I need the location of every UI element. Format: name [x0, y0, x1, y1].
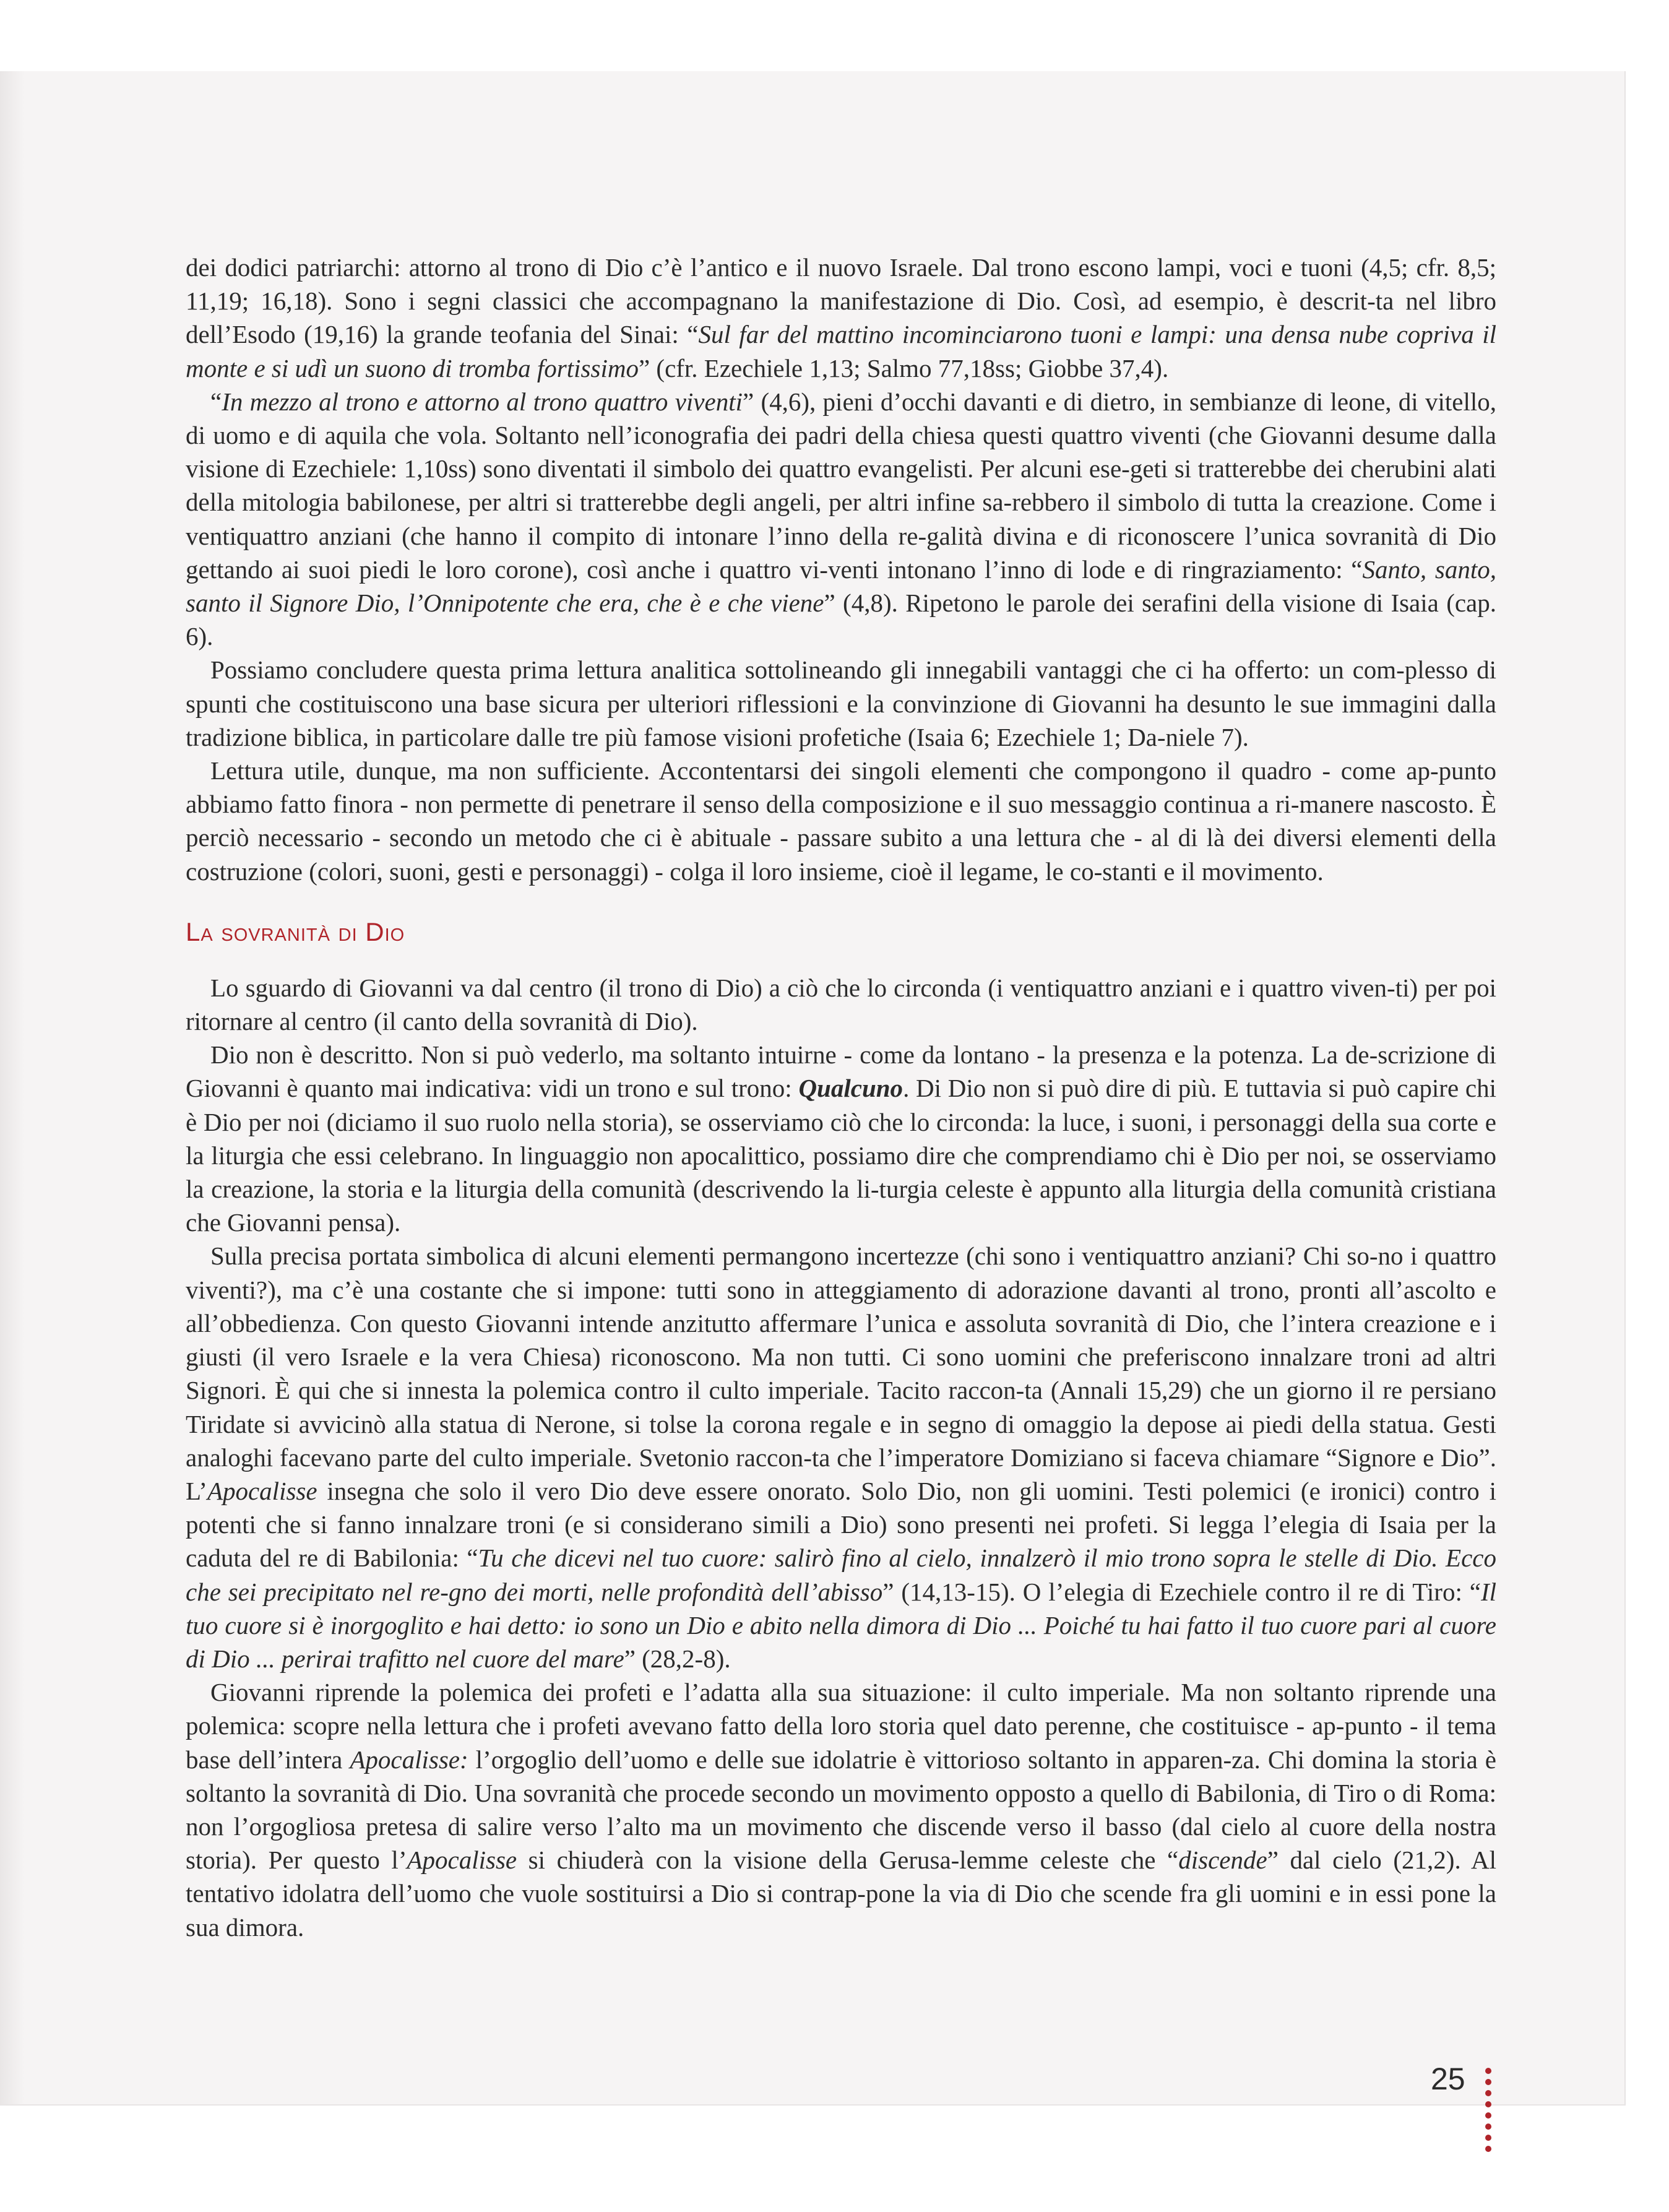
dot-icon	[1485, 2068, 1491, 2074]
paragraph-2: “In mezzo al trono e attorno al trono quattro viventi” (4,6), pieni d’occhi davanti e di dietro, in sembianze di leone, di vitello, di uomo e di aquila che vola. Soltanto nell’iconografia dei padri della chiesa questi quattro viventi (che Giovanni desume dalla visione di Ezechiele: 1,10ss) sono diventati il simbolo dei quattro evangelisti. Per alcuni ese-geti si tratterebbe dei cherubini alati della mitologia babilonese, per altri si tratterebbe degli angeli, per altri infine sa-rebbero il simbolo di tutta la creazione. Come i ventiquattro anziani (che hanno il compito di intonare l’inno della re-galità divina e di riconoscere l’unica sovranità di Dio gettando ai suoi piedi le loro corone), così anche i quattro vi-venti intonano l’inno di lode e di ringraziamento: “Santo, santo, santo il Signore Dio, l’Onnipotente che era, che è e che viene” (4,8). Ripetono le parole dei serafini della visione di Isaia (cap. 6).	[186, 387, 1496, 651]
paragraph-7: Sulla precisa portata simbolica di alcuni elementi permangono incertezze (chi sono i ventiquattro anziani? Chi so-no i quattro viventi?), ma c’è una costante che si impone: tutti sono in atteggiamento di adorazione davanti al trono, pronti all’ascolto e all’obbedienza. Con questo Giovanni intende anzitutto affermare l’unica e assoluta sovranità di Dio, che l’intera creazione e i giusti (il vero Israele e la vera Chiesa) riconoscono. Ma non tutti. Ci sono uomini che preferiscono innalzare troni ad altri Signori. È qui che si innesta la polemica contro il culto imperiale. Tacito raccon-ta (Annali 15,29) che un giorno il re persiano Tiridate si avvicinò alla statua di Nerone, si tolse la corona regale e in segno di omaggio la depose ai piedi della statua. Gesti analoghi facevano parte del culto imperiale. Svetonio raccon-ta che l’imperatore Domiziano si faceva chiamare “Signore e Dio”. L’Apocalisse insegna che solo il vero Dio deve essere onorato. Solo Dio, non gli uomini. Testi polemici (e ironici) contro i potenti che si fanno innalzare troni (e si considerano simili a Dio) sono presenti nei profeti. Si legga l’elegia di Isaia per la caduta del re di Babilonia: “Tu che dicevi nel tuo cuore: salirò fino al cielo, innalzerò il mio trono sopra le stelle di Dio. Ecco che sei precipitato nel re-gno dei morti, nelle profondità dell’abisso” (14,13-15). O l’elegia di Ezechiele contro il re di Tiro: “Il tuo cuore si è inorgoglito e hai detto: io sono un Dio e abito nella dimora di Dio ... Poiché tu hai fatto il tuo cuore pari al cuore di Dio ... perirai trafitto nel cuore del mare” (28,2-8).	[186, 1242, 1496, 1673]
page-number: 25	[1431, 2062, 1465, 2096]
paragraph-3: Possiamo concludere questa prima lettura analitica sottolineando gli innegabili vantaggi che ci ha offerto: un com-plesso di spunti che costituiscono una base sicura per ulteriori riflessioni e la convinzione di Giovanni ha desunto le sue immagini dalla tradizione biblica, in particolare dalle tre più famose visioni profetiche (Isaia 6; Ezechiele 1; Da-niele 7).	[186, 655, 1496, 751]
decorative-dots	[1484, 2068, 1493, 2157]
dot-icon	[1485, 2146, 1491, 2152]
dot-icon	[1485, 2101, 1491, 2107]
paragraph-4: Lettura utile, dunque, ma non sufficiente. Accontentarsi dei singoli elementi che compongono il quadro - come ap-punto abbiamo fatto finora - non permette di penetrare il senso della composizione e il suo messaggio continua a ri-manere nascosto. È perciò necessario - secondo un metodo che ci è abituale - passare subito a una lettura che - al di là dei diversi elementi della costruzione (colori, suoni, gesti e personaggi) - colga il loro insieme, cioè il legame, le co-stanti e il movimento.	[186, 756, 1496, 886]
spine-shadow	[0, 71, 25, 2104]
paragraph-8: Giovanni riprende la polemica dei profeti e l’adatta alla sua situazione: il culto imperiale. Ma non soltanto riprende una polemica: scopre nella lettura che i profeti avevano fatto della loro storia quel dato perenne, che costituisce - ap-punto - il tema base dell’intera Apocalisse: l’orgoglio dell’uomo e delle sue idolatrie è vittorioso soltanto in apparen-za. Chi domina la storia è soltanto la sovranità di Dio. Una sovranità che procede secondo un movimento opposto a quello di Babilonia, di Tiro o di Roma: non l’orgogliosa pretesa di salire verso l’alto ma un movimento che discende verso il basso (dal cielo al cuore della nostra storia). Per questo l’Apocalisse si chiuderà con la visione della Gerusa-lemme celeste che “discende” dal cielo (21,2). Al tentativo idolatra dell’uomo che vuole sostituirsi a Dio si contrap-pone la via di Dio che scende fra gli uomini e in essi pone la sua dimora.	[186, 1678, 1497, 1942]
paragraph-5: Lo sguardo di Giovanni va dal centro (il trono di Dio) a ciò che lo circonda (i ventiquattro anziani e i quattro viven-ti) per poi ritornare al centro (il canto della sovranità di Dio).	[186, 973, 1496, 1036]
section-heading: La sovranità di Dio	[186, 917, 405, 946]
dot-icon	[1485, 2123, 1491, 2130]
dot-icon	[1485, 2112, 1491, 2119]
dot-icon	[1485, 2090, 1491, 2096]
body-text	[186, 251, 1496, 1944]
dot-icon	[1485, 2135, 1491, 2141]
page-sheet	[0, 71, 1626, 2106]
dot-icon	[1485, 2079, 1491, 2085]
paragraph-1: dei dodici patriarchi: attorno al trono di Dio c’è l’antico e il nuovo Israele. Dal trono escono lampi, voci e tuoni (4,5; cfr. 8,5; 11,19; 16,18). Sono i segni classici che accompagnano la manifestazione di Dio. Così, ad esempio, è descrit-ta nel libro dell’Esodo (19,16) la grande teofania del Sinai: “Sul far del mattino incominciarono tuoni e lampi: una densa nube copriva il monte e si udì un suono di tromba fortissimo” (cfr. Ezechiele 1,13; Salmo 77,18ss; Giobbe 37,4).	[186, 253, 1496, 382]
paragraph-6: Dio non è descritto. Non si può vederlo, ma soltanto intuirne - come da lontano - la presenza e la potenza. La de-scrizione di Giovanni è quanto mai indicativa: vidi un trono e sul trono: Qualcuno. Di Dio non si può dire di più. E tuttavia si può capire chi è Dio per noi (diciamo il suo ruolo nella storia), se osserviamo ciò che lo circonda: la luce, i suoni, i personaggi della sua corte e la liturgia che essi celebrano. In linguaggio non apocalittico, possiamo dire che comprendiamo chi è Dio per noi, se osserviamo la creazione, la storia e la liturgia della comunità (descrivendo la li-turgia celeste è appunto alla liturgia della comunità cristiana che Giovanni pensa).	[186, 1040, 1496, 1237]
